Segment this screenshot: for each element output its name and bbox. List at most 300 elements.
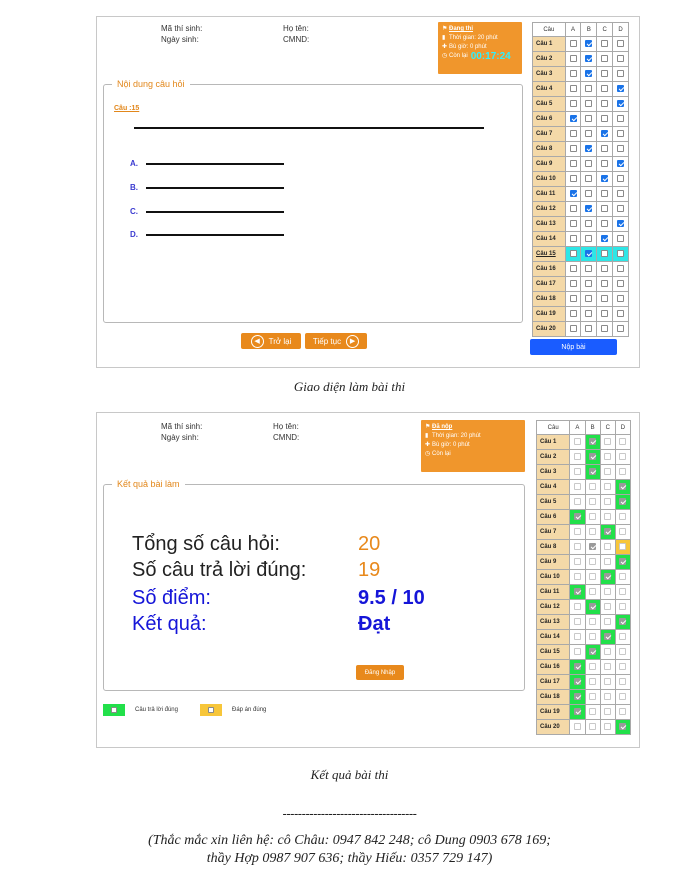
grid-cell-c[interactable] [597,172,613,187]
grid-cell-a[interactable] [565,187,581,202]
answer-checkbox[interactable] [617,220,624,227]
result-cell-c [600,450,615,465]
grid-row[interactable] [533,157,629,172]
result-cell-b [585,540,600,555]
grid-question-label[interactable]: Câu 14 [533,232,566,247]
grid-cell-c[interactable] [597,157,613,172]
result-cell-d [615,720,630,735]
grid-cell-a[interactable] [565,232,581,247]
clock-icon: ◷ [442,53,448,59]
candidate-info-right [283,23,309,45]
result-grid-row [537,690,631,705]
grid-cell-b[interactable] [581,127,597,142]
answer-checkbox[interactable] [617,55,624,62]
answer-checkbox[interactable] [617,40,624,47]
grid-cell-d[interactable] [613,322,629,337]
result-checkbox [574,528,581,535]
grid-cell-a[interactable] [565,52,581,67]
submit-button[interactable]: Nộp bài [530,339,617,355]
grid-cell-a[interactable] [565,67,581,82]
answer-checkbox[interactable] [601,220,608,227]
grid-cell-c[interactable] [597,307,613,322]
grid-cell-d[interactable] [613,292,629,307]
grid-row[interactable] [533,187,629,202]
result-checkbox [589,648,596,655]
grid-cell-c[interactable] [597,67,613,82]
answer-checkbox[interactable] [617,190,624,197]
grid-cell-c[interactable] [597,202,613,217]
grid-question-label[interactable]: Câu 15 [533,247,566,262]
grid-cell-d[interactable] [613,277,629,292]
result-checkbox [574,468,581,475]
grid-cell-c[interactable] [597,97,613,112]
grid-cell-c[interactable] [597,82,613,97]
grid-question-label[interactable]: Câu 19 [533,307,566,322]
result-checkbox [604,453,611,460]
answer-checkbox[interactable] [570,250,577,257]
answer-checkbox[interactable] [570,175,577,182]
result-grid-row [537,525,631,540]
result-checkbox [589,588,596,595]
answer-checkbox[interactable] [570,280,577,287]
result-box [103,479,525,691]
correct-value: 19 [358,559,381,581]
grid-question-label: Câu 7 [537,525,570,540]
grid-question-label[interactable]: Câu 6 [533,112,566,127]
grid-question-label: Câu 5 [537,495,570,510]
grid-question-label: Câu 19 [537,705,570,720]
answer-checkbox[interactable] [570,100,577,107]
result-cell-c [600,630,615,645]
answer-checkbox[interactable] [585,160,592,167]
answer-checkbox[interactable] [617,310,624,317]
grid-cell-c[interactable] [597,247,613,262]
chevron-right-icon: ▶ [346,335,359,348]
result-cell-c [600,660,615,675]
answer-checkbox[interactable] [585,55,592,62]
grid-cell-b[interactable] [581,112,597,127]
grid-header-a: A [570,421,585,435]
grid-row[interactable] [533,202,629,217]
answer-checkbox[interactable] [601,280,608,287]
grid-row[interactable] [533,112,629,127]
answer-checkbox[interactable] [585,325,592,332]
result-checkbox [589,468,596,475]
result-checkbox [589,603,596,610]
grid-question-label: Câu 4 [537,480,570,495]
grid-cell-b[interactable] [581,67,597,82]
grid-row[interactable] [533,247,629,262]
back-button[interactable] [241,333,301,349]
grid-cell-d[interactable] [613,172,629,187]
grid-cell-a[interactable] [565,157,581,172]
grid-question-label[interactable]: Câu 16 [533,262,566,277]
result-cell-d [615,675,630,690]
answer-checkbox[interactable] [601,55,608,62]
grid-cell-d[interactable] [613,127,629,142]
grid-cell-a[interactable] [565,307,581,322]
grid-cell-b[interactable] [581,82,597,97]
grid-cell-c[interactable] [597,187,613,202]
grid-cell-d[interactable] [613,112,629,127]
grid-question-label[interactable]: Câu 1 [533,37,566,52]
result-cell-d [615,585,630,600]
result-cell-c [600,615,615,630]
grid-question-label[interactable]: Câu 13 [533,217,566,232]
grid-cell-a[interactable] [565,127,581,142]
answer-checkbox[interactable] [570,205,577,212]
grid-question-label[interactable]: Câu 11 [533,187,566,202]
grid-question-label[interactable]: Câu 20 [533,322,566,337]
result-checkbox [574,663,581,670]
result-checkbox [604,528,611,535]
grid-cell-d[interactable] [613,217,629,232]
grid-cell-b[interactable] [581,142,597,157]
answer-checkbox[interactable] [570,295,577,302]
grid-cell-d[interactable] [613,97,629,112]
grid-question-label[interactable]: Câu 17 [533,277,566,292]
answer-checkbox[interactable] [570,85,577,92]
grid-cell-c[interactable] [597,217,613,232]
answer-checkbox[interactable] [617,100,624,107]
grid-question-label: Câu 6 [537,510,570,525]
grid-cell-b[interactable] [581,97,597,112]
grid-question-label[interactable]: Câu 8 [533,142,566,157]
grid-question-label[interactable]: Câu 10 [533,172,566,187]
answer-checkbox[interactable] [601,235,608,242]
grid-cell-d[interactable] [613,202,629,217]
result-checkbox [619,588,626,595]
grid-row[interactable] [533,232,629,247]
answer-checkbox[interactable] [585,295,592,302]
answer-checkbox[interactable] [570,160,577,167]
answer-checkbox[interactable] [601,145,608,152]
answer-checkbox[interactable] [570,55,577,62]
next-button[interactable] [305,333,367,349]
grid-cell-a[interactable] [565,202,581,217]
answer-checkbox[interactable] [570,130,577,137]
answer-checkbox[interactable] [617,280,624,287]
grid-cell-b[interactable] [581,322,597,337]
result-checkbox [604,723,611,730]
grid-cell-b[interactable] [581,232,597,247]
name-label: Họ tên: [283,24,309,33]
answer-checkbox[interactable] [601,175,608,182]
grid-cell-b[interactable] [581,217,597,232]
result-checkbox [619,438,626,445]
answer-checkbox[interactable] [601,295,608,302]
grid-cell-c[interactable] [597,142,613,157]
grid-row[interactable] [533,322,629,337]
grid-cell-d[interactable] [613,247,629,262]
grid-row[interactable] [533,97,629,112]
result-cell-a [570,510,585,525]
grid-cell-c[interactable] [597,322,613,337]
answer-checkbox[interactable] [617,175,624,182]
grid-cell-b[interactable] [581,157,597,172]
answer-checkbox[interactable] [585,220,592,227]
result-checkbox [604,693,611,700]
answer-checkbox[interactable] [570,190,577,197]
result-cell-a [570,690,585,705]
answer-checkbox[interactable] [601,100,608,107]
grid-row[interactable] [533,172,629,187]
result-cell-c [600,690,615,705]
legend-correct-swatch [103,704,125,716]
grid-cell-c[interactable] [597,262,613,277]
login-button[interactable]: Đăng Nhập [356,665,404,680]
answer-checkbox[interactable] [601,70,608,77]
result-cell-c [600,435,615,450]
option-d-text[interactable] [146,234,284,236]
grid-cell-b[interactable] [581,262,597,277]
grid-cell-d[interactable] [613,232,629,247]
result-cell-d [615,480,630,495]
grid-cell-b[interactable] [581,247,597,262]
answer-checkbox[interactable] [585,70,592,77]
grid-row[interactable] [533,82,629,97]
answer-checkbox[interactable] [585,190,592,197]
result-cell-d [615,450,630,465]
answer-checkbox[interactable] [617,70,624,77]
grid-cell-c[interactable] [597,277,613,292]
answer-checkbox[interactable] [585,250,592,257]
answer-checkbox[interactable] [585,280,592,287]
grid-row[interactable] [533,127,629,142]
answer-checkbox[interactable] [570,115,577,122]
answer-checkbox[interactable] [585,85,592,92]
legend-answer-swatch [200,704,222,716]
answer-checkbox[interactable] [617,160,624,167]
option-b-label[interactable]: B. [130,183,138,192]
grid-question-label: Câu 12 [537,600,570,615]
answer-checkbox[interactable] [601,310,608,317]
grid-cell-d[interactable] [613,262,629,277]
result-grid-row [537,675,631,690]
grid-cell-a[interactable] [565,217,581,232]
grid-row[interactable] [533,262,629,277]
grid-cell-b[interactable] [581,277,597,292]
result-cell-d [615,615,630,630]
grid-row[interactable] [533,67,629,82]
answer-checkbox[interactable] [585,310,592,317]
result-cell-b [585,480,600,495]
question-number: Câu :15 [114,105,140,112]
grid-question-label[interactable]: Câu 2 [533,52,566,67]
grid-cell-b[interactable] [581,52,597,67]
grid-question-label: Câu 16 [537,660,570,675]
result-cell-c [600,570,615,585]
option-a-label[interactable]: A. [130,159,138,168]
answer-checkbox[interactable] [585,175,592,182]
grid-cell-c[interactable] [597,292,613,307]
grid-question-label[interactable]: Câu 7 [533,127,566,142]
option-d-label[interactable]: D. [130,230,138,239]
option-c-label[interactable]: C. [130,207,138,216]
grid-cell-a[interactable] [565,247,581,262]
result-checkbox [574,483,581,490]
result-grid-row [537,705,631,720]
grid-cell-a[interactable] [565,37,581,52]
grid-cell-d[interactable] [613,67,629,82]
answer-checkbox[interactable] [601,325,608,332]
grid-cell-d[interactable] [613,37,629,52]
result-checkbox [619,498,626,505]
result-grid-row [537,495,631,510]
grid-cell-c[interactable] [597,232,613,247]
result-grid-row [537,450,631,465]
grid-cell-d[interactable] [613,142,629,157]
answer-checkbox[interactable] [601,265,608,272]
id-card-label: CMND: [273,433,300,442]
result-checkbox [589,633,596,640]
correct-label: Số câu trả lời đúng: [132,559,307,581]
answer-checkbox[interactable] [601,205,608,212]
grid-cell-c[interactable] [597,37,613,52]
grid-cell-c[interactable] [597,127,613,142]
grid-question-label[interactable]: Câu 5 [533,97,566,112]
grid-header-question: Câu [537,421,570,435]
grid-cell-a[interactable] [565,292,581,307]
result-cell-c [600,720,615,735]
result-checkbox [604,663,611,670]
grid-cell-c[interactable] [597,112,613,127]
grid-cell-d[interactable] [613,187,629,202]
result-checkbox [604,558,611,565]
answer-checkbox[interactable] [570,265,577,272]
answer-checkbox[interactable] [617,145,624,152]
grid-question-label[interactable]: Câu 3 [533,67,566,82]
option-c-text[interactable] [146,211,284,213]
answer-checkbox[interactable] [617,235,624,242]
grid-cell-d[interactable] [613,157,629,172]
grid-cell-a[interactable] [565,112,581,127]
answer-checkbox[interactable] [570,70,577,77]
grid-question-label[interactable]: Câu 4 [533,82,566,97]
grid-cell-a[interactable] [565,142,581,157]
answer-checkbox[interactable] [617,130,624,137]
grid-row[interactable] [533,292,629,307]
answer-checkbox[interactable] [601,160,608,167]
answer-checkbox[interactable] [601,85,608,92]
result-checkbox [589,678,596,685]
result-checkbox [604,573,611,580]
answer-checkbox[interactable] [585,145,592,152]
answer-checkbox[interactable] [585,130,592,137]
grid-row[interactable] [533,307,629,322]
answer-checkbox[interactable] [617,205,624,212]
grid-cell-a[interactable] [565,82,581,97]
grid-cell-d[interactable] [613,82,629,97]
answer-checkbox[interactable] [570,220,577,227]
grid-header-c: C [597,23,613,37]
result-checkbox [574,678,581,685]
answer-checkbox[interactable] [617,85,624,92]
answer-grid [532,22,629,337]
correct-row [132,559,512,583]
option-a-text[interactable] [146,163,284,165]
answer-checkbox[interactable] [601,115,608,122]
grid-question-label: Câu 3 [537,465,570,480]
grid-cell-c[interactable] [597,52,613,67]
answer-checkbox[interactable] [585,205,592,212]
answer-checkbox[interactable] [570,40,577,47]
answer-checkbox[interactable] [601,190,608,197]
grid-cell-a[interactable] [565,172,581,187]
answer-checkbox[interactable] [601,250,608,257]
result-box-title: Kết quả bài làm [117,479,180,489]
answer-checkbox[interactable] [617,250,624,257]
grid-question-label[interactable]: Câu 9 [533,157,566,172]
id-card-label: CMND: [283,35,310,44]
grid-cell-b[interactable] [581,187,597,202]
answer-checkbox[interactable] [585,100,592,107]
result-cell-c [600,525,615,540]
result-cell-d [615,630,630,645]
grid-row[interactable] [533,37,629,52]
grid-cell-b[interactable] [581,307,597,322]
answer-checkbox[interactable] [585,40,592,47]
grid-cell-b[interactable] [581,202,597,217]
candidate-id-label: Mã thí sinh: [161,24,203,33]
option-b-text[interactable] [146,187,284,189]
result-checkbox [589,558,596,565]
result-cell-d [615,510,630,525]
result-cell-b [585,615,600,630]
answer-checkbox[interactable] [570,235,577,242]
answer-checkbox[interactable] [570,310,577,317]
grid-question-label: Câu 14 [537,630,570,645]
result-grid-row [537,555,631,570]
answer-checkbox[interactable] [617,295,624,302]
answer-checkbox[interactable] [585,235,592,242]
grid-question-label[interactable]: Câu 18 [533,292,566,307]
result-grid [536,420,631,735]
grid-cell-a[interactable] [565,277,581,292]
answer-checkbox[interactable] [601,40,608,47]
answer-checkbox[interactable] [570,325,577,332]
result-grid-row [537,480,631,495]
grid-cell-a[interactable] [565,97,581,112]
answer-checkbox[interactable] [570,145,577,152]
grid-cell-d[interactable] [613,307,629,322]
result-cell-d [615,465,630,480]
grid-cell-b[interactable] [581,37,597,52]
grid-cell-a[interactable] [565,262,581,277]
dob-label: Ngày sinh: [161,433,199,442]
result-cell-b [585,690,600,705]
grid-row[interactable] [533,142,629,157]
answer-checkbox[interactable] [617,115,624,122]
grid-question-label[interactable]: Câu 12 [533,202,566,217]
grid-row[interactable] [533,52,629,67]
answer-checkbox[interactable] [601,130,608,137]
result-cell-d [615,690,630,705]
grid-cell-a[interactable] [565,322,581,337]
result-checkbox [589,573,596,580]
grid-cell-b[interactable] [581,292,597,307]
answer-checkbox[interactable] [585,115,592,122]
answer-checkbox[interactable] [585,265,592,272]
result-cell-b [585,660,600,675]
answer-checkbox[interactable] [617,265,624,272]
answer-checkbox[interactable] [617,325,624,332]
grid-cell-d[interactable] [613,52,629,67]
grid-row[interactable] [533,277,629,292]
grid-cell-b[interactable] [581,172,597,187]
grid-row[interactable] [533,217,629,232]
result-checkbox [619,453,626,460]
